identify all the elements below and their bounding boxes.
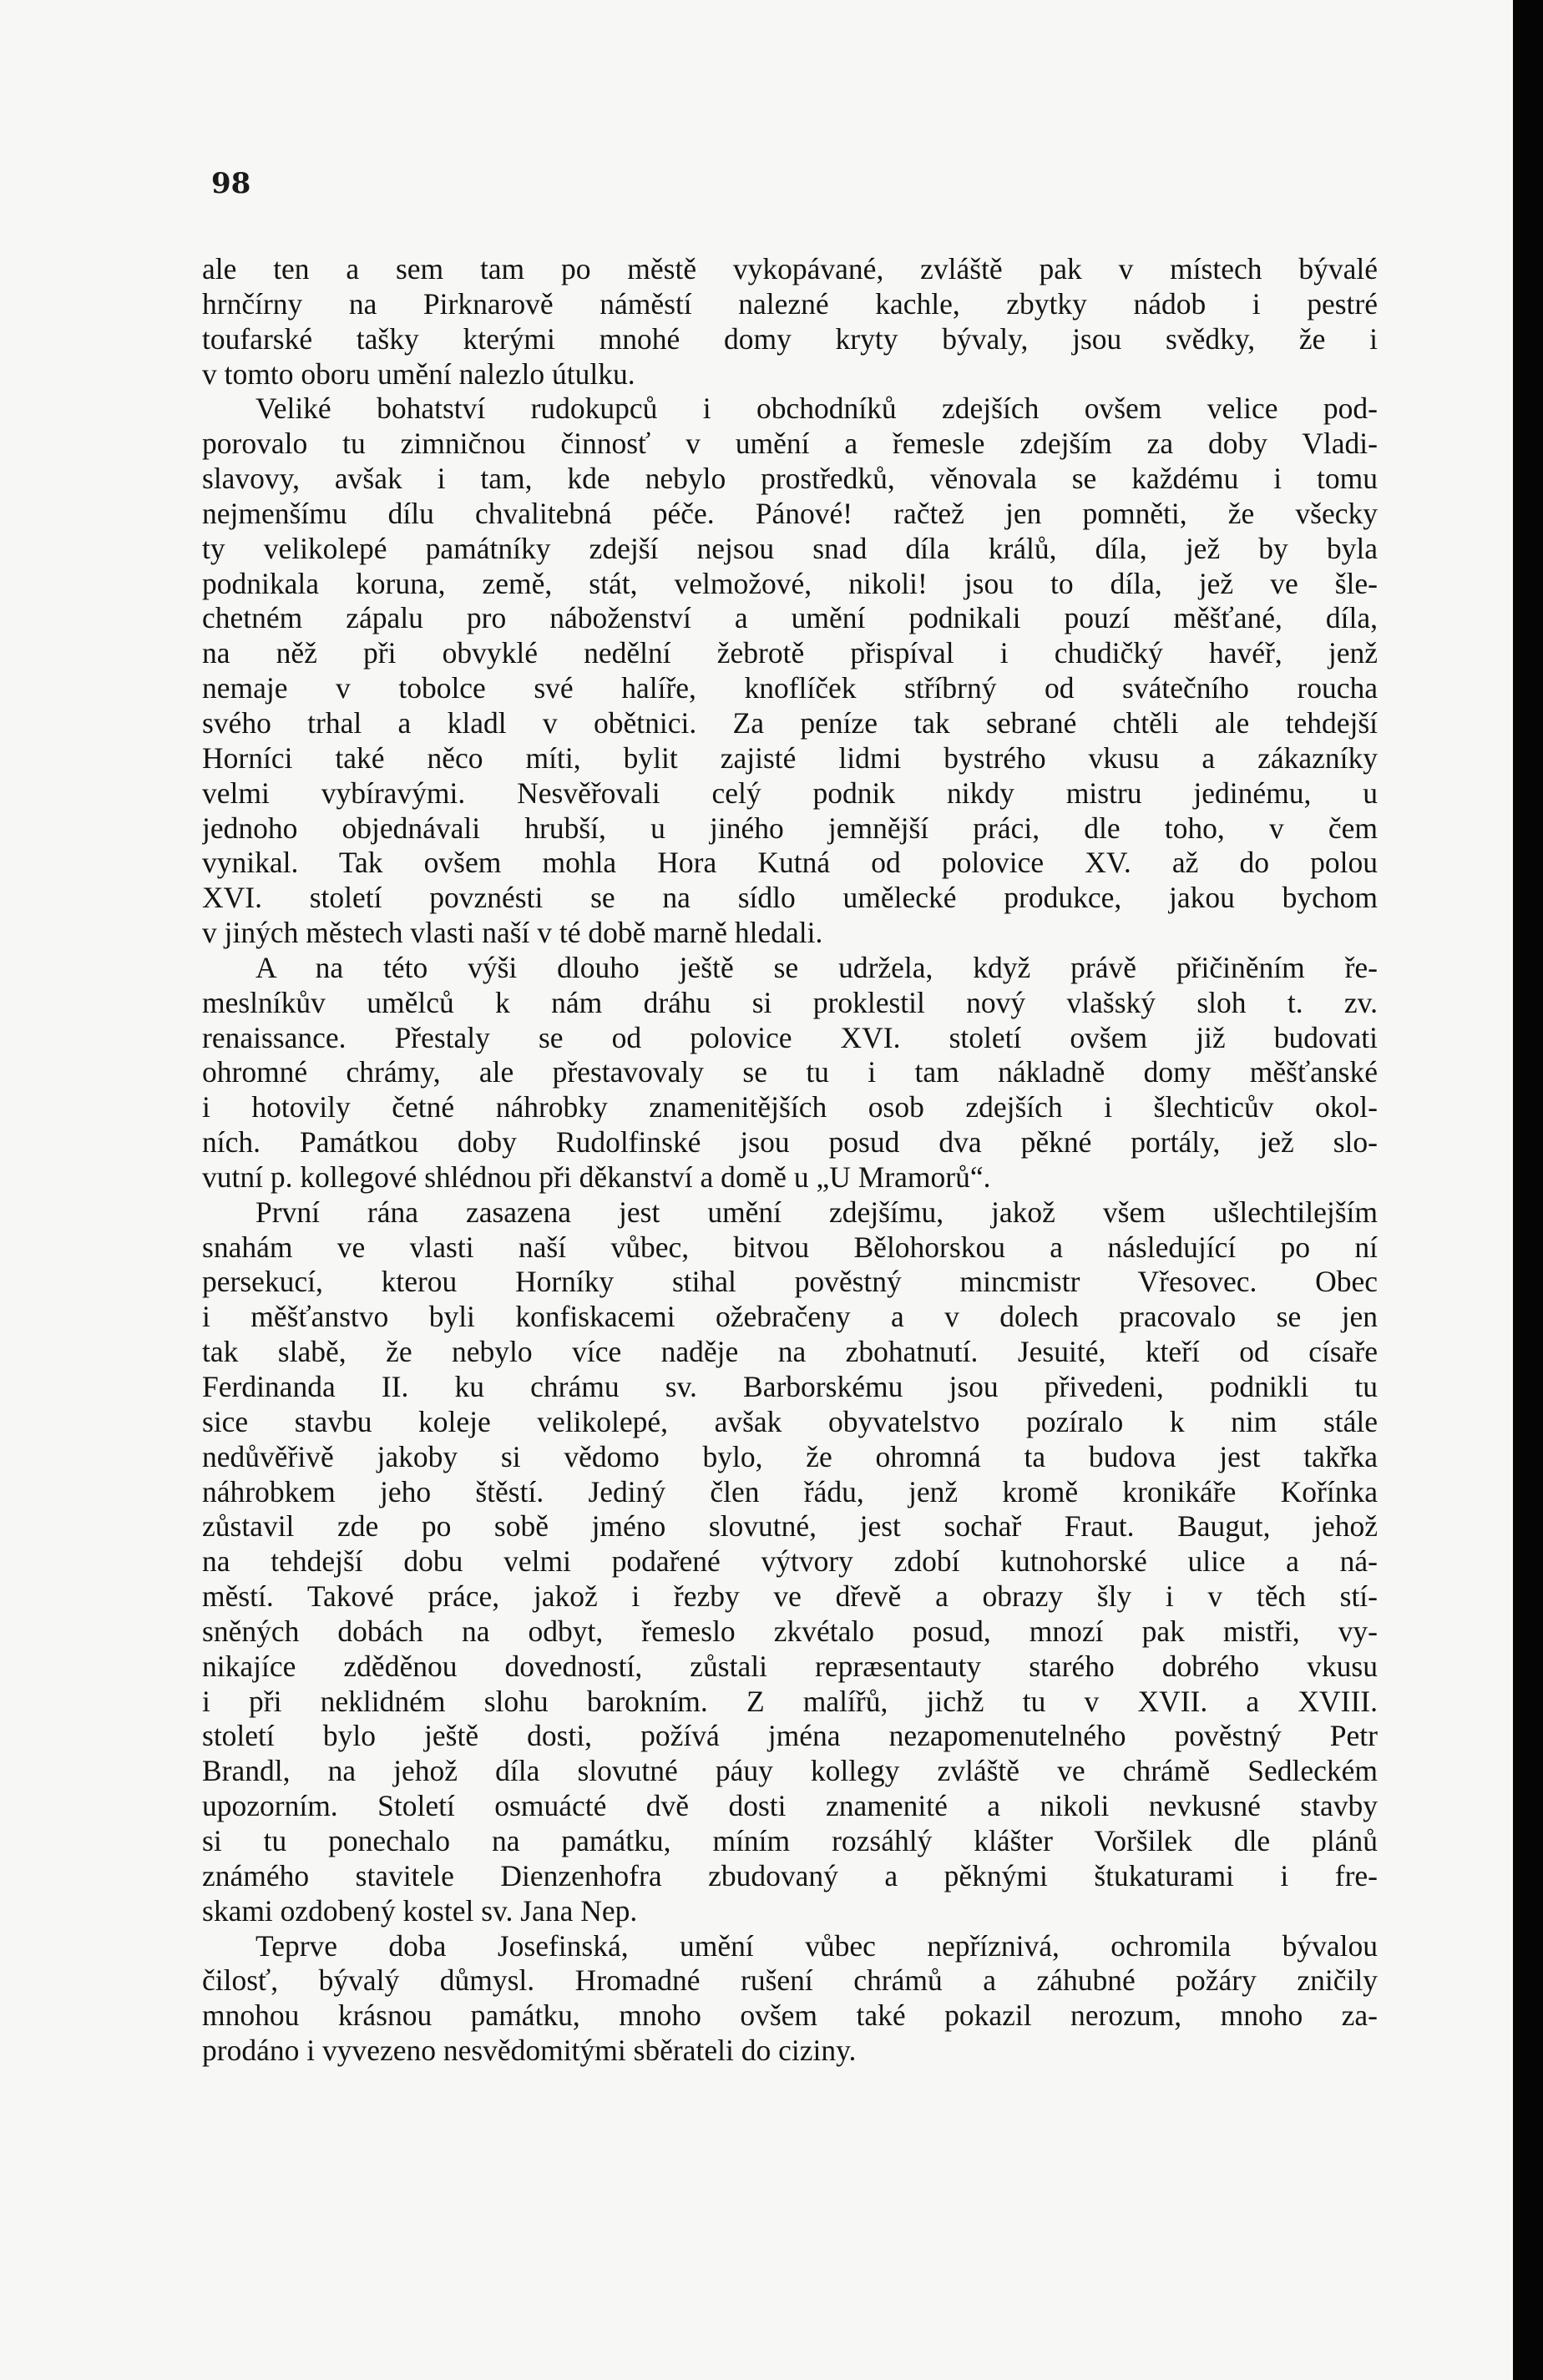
text-line: století bylo ještě dosti, požívá jména nezapomenutelného pověstný Petr [202,1719,1378,1753]
text-line: podnikala koruna, země, stát, velmožové, nikoli! jsou to díla, jež ve šle- [202,566,1378,600]
text-line: toufarské tašky kterými mnohé domy kryty bývaly, jsou svědky, že i [202,321,1378,356]
text-line: si tu ponechalo na památku, míním rozsáhlý klášter Voršilek dle plánů [202,1823,1378,1857]
text-line: vutní p. kollegové shlédnou při děkanství a domě u „U Mramorů“. [202,1160,991,1194]
text-line: sice stavbu koleje velikolepé, avšak obyvatelstvo pozíralo k nim stále [202,1404,1378,1438]
text-line: slavovy, avšak i tam, kde nebylo prostředků, věnovala se každému i tomu [202,462,1378,496]
text-line: ních. Památkou doby Rudolfinské jsou posud dva pěkné portály, jež slo- [202,1125,1378,1160]
text-line: náhrobkem jeho štěstí. Jediný člen řádu, jenž kromě kronikáře Kořínka [202,1474,1378,1508]
text-line: Teprve doba Josefinská, umění vůbec nepříznivá, ochromila bývalou [255,1928,1378,1963]
text-line: Veliké bohatství rudokupců i obchodníků zdejších ovšem velice pod- [255,392,1378,426]
text-line: i hotovily četné náhrobky znamenitějších osob zdejších i šlechticův okol- [202,1090,1378,1124]
text-line: nemaje v tobolce své halíře, knoflíček stříbrný od svátečního roucha [202,671,1378,705]
text-line: svého trhal a kladl v obětnici. Za peníze tak sebrané chtěli ale tehdejší [202,705,1378,740]
scan-edge [1513,0,1543,2380]
text-line: skami ozdobený kostel sv. Jana Nep. [202,1893,638,1928]
text-line: i měšťanstvo byli konfiskacemi ožebračeny a v dolech pracovalo se jen [202,1300,1378,1334]
text-line: vynikal. Tak ovšem mohla Hora Kutná od polovice XV. až do polou [202,846,1378,880]
text-line: persekucí, kterou Horníky stihal pověstný mincmistr Vřesovec. Obec [202,1265,1378,1299]
text-line: mnohou krásnou památku, mnoho ovšem také pokazil nerozum, mnoho za- [202,1998,1378,2033]
text-line: na tehdejší dobu velmi podařené výtvory zdobí kutnohorské ulice a ná- [202,1544,1378,1579]
page-number: 98 [211,167,251,200]
text-line: renaissance. Přestaly se od polovice XVI. století ovšem již budovati [202,1020,1378,1054]
text-line: ty velikolepé památníky zdejší nejsou snad díla králů, díla, jež by byla [202,531,1378,565]
text-line: sněných dobách na odbyt, řemeslo zkvétalo posud, mnozí pak mistři, vy- [202,1614,1378,1648]
text-line: Ferdinanda II. ku chrámu sv. Barborskému jsou přivedeni, podnikli tu [202,1370,1378,1403]
text-line: porovalo tu zimničnou činnosť v umění a řemesle zdejším za doby Vladi- [202,427,1378,461]
body-text [202,252,1378,2069]
text-line: jednoho objednávali hrubší, u jiného jemnější práci, dle toho, v čem [202,811,1378,845]
text-line: nejmenšímu dílu chvalitebná péče. Pánové! račtež jen pomněti, že všecky [202,496,1378,530]
text-line: velmi vybíravými. Nesvěřovali celý podnik nikdy mistru jedinému, u [202,776,1378,810]
text-line: nikajíce zděděnou dovedností, zůstali repræsentauty starého dobrého vkusu [202,1649,1378,1683]
text-line: v tomto oboru umění nalezlo útulku. [202,356,635,391]
text-line: hrnčírny na Pirknarově náměstí nalezné kachle, zbytky nádob i pestré [202,286,1378,321]
text-line: na něž při obvyklé nedělní žebrotě přispíval i chudičký havéř, jenž [202,636,1378,670]
text-line: tak slabě, že nebylo více naděje na zbohatnutí. Jesuité, kteří od císaře [202,1335,1378,1369]
text-line: Horníci také něco míti, bylit zajisté lidmi bystrého vkusu a zákazníky [202,740,1378,775]
text-line: nedůvěřivě jakoby si vědomo bylo, že ohromná ta budova jest takřka [202,1439,1378,1473]
text-line: První rána zasazena jest umění zdejšímu, jakož všem ušlechtilejším [255,1195,1378,1229]
text-line: snahám ve vlasti naší vůbec, bitvou Bělohorskou a následující po ní [202,1230,1378,1264]
text-line: zůstavil zde po sobě jméno slovutné, jest sochař Fraut. Baugut, jehož [202,1509,1378,1544]
text-line: meslníkův umělců k nám dráhu si proklestil nový vlašský sloh t. zv. [202,985,1378,1019]
text-line: známého stavitele Dienzenhofra zbudovaný a pěknými štukaturami i fre- [202,1858,1378,1892]
text-line: v jiných městech vlasti naší v té době marně hledali. [202,916,823,950]
text-line: čilosť, bývalý důmysl. Hromadné rušení chrámů a záhubné požáry zničily [202,1963,1378,1998]
text-line: prodáno i vyvezeno nesvědomitými sběrateli do ciziny. [202,2034,857,2068]
text-line: ohromné chrámy, ale přestavovaly se tu i tam nákladně domy měšťanské [202,1055,1378,1089]
text-line: Brandl, na jehož díla slovutné páuy kollegy zvláště ve chrámě Sedleckém [202,1754,1378,1788]
text-line: chetném zápalu pro náboženství a umění podnikali pouzí měšťané, díla, [202,601,1378,635]
text-line: městí. Takové práce, jakož i řezby ve dřevě a obrazy šly i v těch stí- [202,1579,1378,1614]
text-line: A na této výši dlouho ještě se udržela, když právě přičiněním ře- [255,950,1378,984]
text-line: XVI. století povznésti se na sídlo umělecké produkce, jakou bychom [202,881,1378,915]
text-line: ale ten a sem tam po městě vykopávané, zvláště pak v místech bývalé [202,252,1378,285]
text-line: upozorním. Století osmuácté dvě dosti znamenité a nikoli nevkusné stavby [202,1789,1378,1823]
text-line: i při neklidném slohu barokním. Z malířů, jichž tu v XVII. a XVIII. [202,1684,1378,1718]
